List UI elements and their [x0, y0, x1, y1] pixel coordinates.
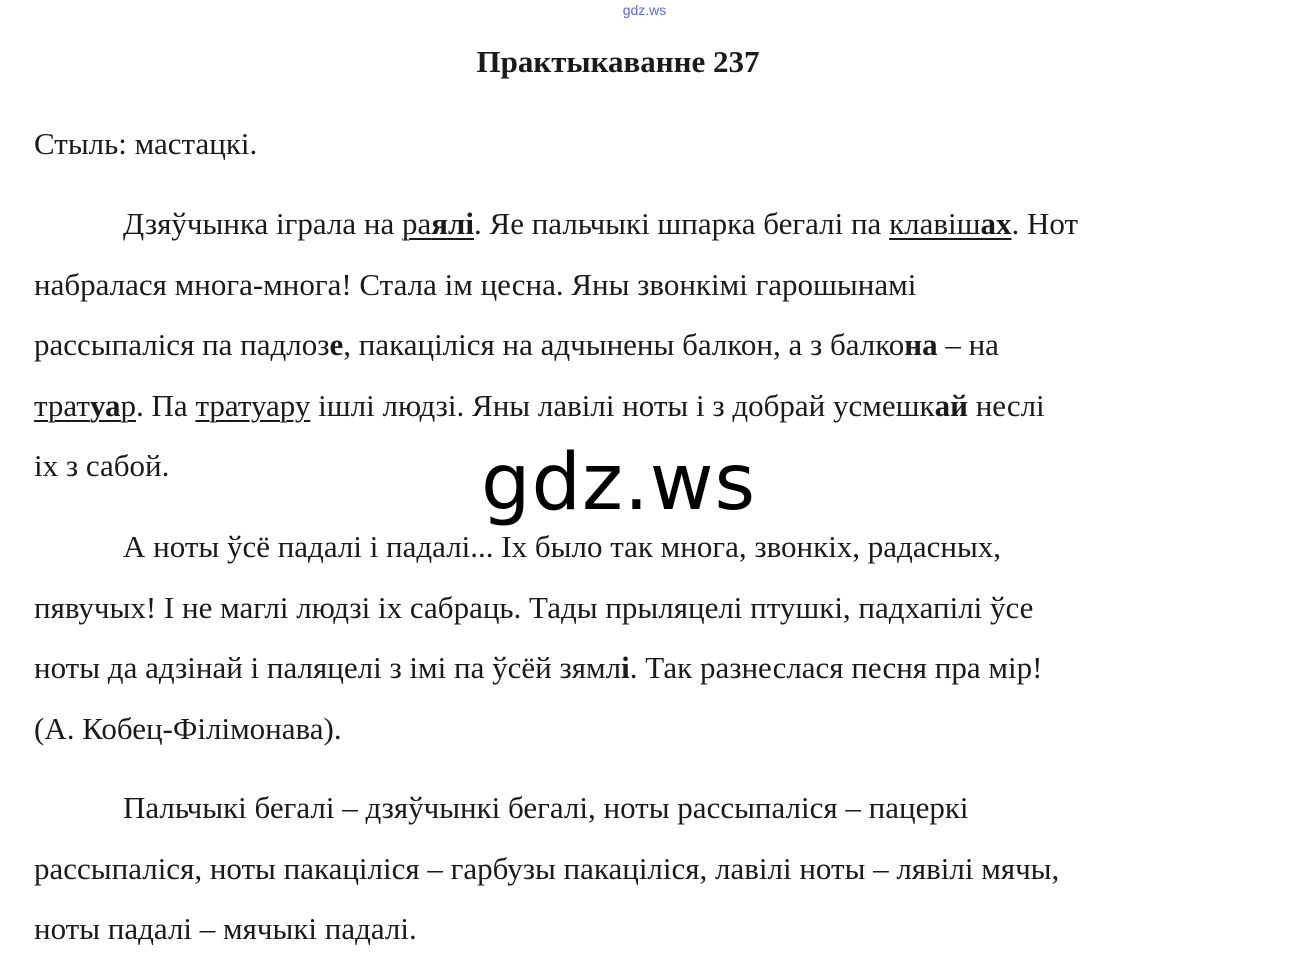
paragraph-3-line-2: рассыпаліся, ноты пакаціліся – гарбузы пакаціліся, лавілі ноты – лявілі мячы,: [34, 850, 1060, 886]
paragraph-1-line-1: Дзяўчынка іграла на раялі. Яе пальчыкі шпарка бегалі па клавішах. Нот: [123, 206, 1079, 241]
site-link[interactable]: gdz.ws: [622, 2, 667, 18]
paragraph-3-line-3: ноты падалі – мячыкі падалі.: [34, 911, 417, 946]
underlined-word-tratuaru: тратуару: [195, 387, 311, 423]
underlined-word-klavishakh: клавішах: [889, 206, 1012, 241]
watermark-logo: gdz.ws: [481, 438, 757, 528]
style-line: Стыль: мастацкі.: [34, 126, 258, 161]
paragraph-2-line-4: (А. Кобец-Філімонава).: [34, 710, 342, 746]
paragraph-2-line-2: пявучых! І не маглі людзі іх сабраць. Тады прыляцелі птушкі, падхапілі ўсе: [34, 589, 1034, 625]
underlined-word-tratuar: тратуар: [34, 387, 137, 423]
paragraph-2-line-1: А ноты ўсё падалі і падалі... Іх было так многа, звонкіх, радасных,: [123, 529, 1002, 564]
paragraph-3-line-1: Пальчыкі бегалі – дзяўчынкі бегалі, ноты рассыпаліся – пацеркі: [123, 790, 969, 825]
page-title: Практыкаванне 237: [476, 44, 760, 79]
underlined-word-rayali: раялі: [401, 206, 475, 241]
paragraph-2-line-3: ноты да адзінай і паляцелі з імі па ўсёй зямлі. Так разнеслася песня пра мір!: [34, 650, 1043, 685]
paragraph-1-line-2: набралася многа-многа! Стала ім цесна. Яны звонкімі гарошынамі: [34, 266, 917, 302]
paragraph-1-line-5: іх з сабой.: [34, 448, 170, 483]
paragraph-3: [34, 778, 1264, 960]
paragraph-1-line-4: тратуар. Па тратуару ішлі людзі. Яны лавілі ноты і з добрай усмешкай неслі: [34, 387, 1045, 423]
paragraph-2: [34, 517, 1264, 759]
paragraph-1-line-3: рассыпаліся па падлозе, пакаціліся на адчынены балкон, а з балкона – на: [34, 327, 999, 362]
